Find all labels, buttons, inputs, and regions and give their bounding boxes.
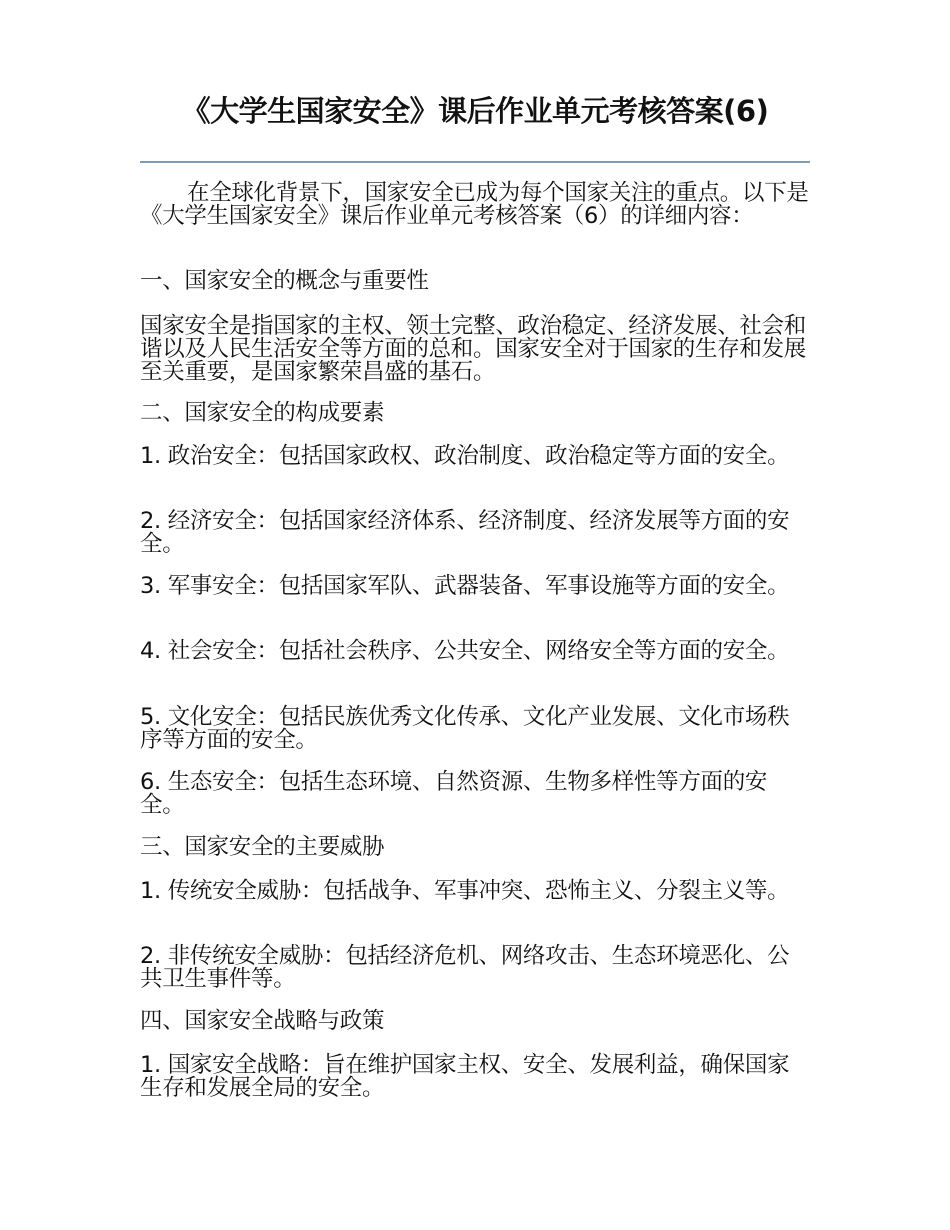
intro-paragraph: 在全球化背景下，国家安全已成为每个国家关注的重点。以下是《大学生国家安全》课后作业单元考核答案（6）的详细内容： bbox=[140, 180, 809, 229]
section-2-item-2: 2. 经济安全：包括国家经济体系、经济制度、经济发展等方面的安全。 bbox=[140, 508, 790, 557]
section-3-item-1: 1. 传统安全威胁：包括战争、军事冲突、恐怖主义、分裂主义等。 bbox=[140, 878, 790, 904]
section-2-item-1: 1. 政治安全：包括国家政权、政治制度、政治稳定等方面的安全。 bbox=[140, 443, 790, 469]
section-heading-3: 三、国家安全的主要威胁 bbox=[140, 834, 385, 860]
section-3-item-2: 2. 非传统安全威胁：包括经济危机、网络攻击、生态环境恶化、公共卫生事件等。 bbox=[140, 943, 790, 992]
section-heading-2: 二、国家安全的构成要素 bbox=[140, 400, 385, 426]
section-heading-4: 四、国家安全战略与政策 bbox=[140, 1008, 385, 1034]
section-2-item-3: 3. 军事安全：包括国家军队、武器装备、军事设施等方面的安全。 bbox=[140, 573, 790, 599]
section-2-item-5: 5. 文化安全：包括民族优秀文化传承、文化产业发展、文化市场秩序等方面的安全。 bbox=[140, 704, 790, 753]
document-title: 《大学生国家安全》课后作业单元考核答案(6) bbox=[181, 94, 769, 128]
section-2-item-6: 6. 生态安全：包括生态环境、自然资源、生物多样性等方面的安全。 bbox=[140, 769, 768, 818]
section-4-item-1: 1. 国家安全战略：旨在维护国家主权、安全、发展利益，确保国家生存和发展全局的安全。 bbox=[140, 1052, 790, 1101]
section-heading-1: 一、国家安全的概念与重要性 bbox=[140, 268, 429, 294]
section-2-item-4: 4. 社会安全：包括社会秩序、公共安全、网络安全等方面的安全。 bbox=[140, 638, 790, 664]
section-1-paragraph-1: 国家安全是指国家的主权、领土完整、政治稳定、经济发展、社会和谐以及人民生活安全等方面的总和。国家安全对于国家的生存和发展至关重要，是国家繁荣昌盛的基石。 bbox=[140, 313, 807, 385]
title-underline bbox=[140, 161, 810, 163]
